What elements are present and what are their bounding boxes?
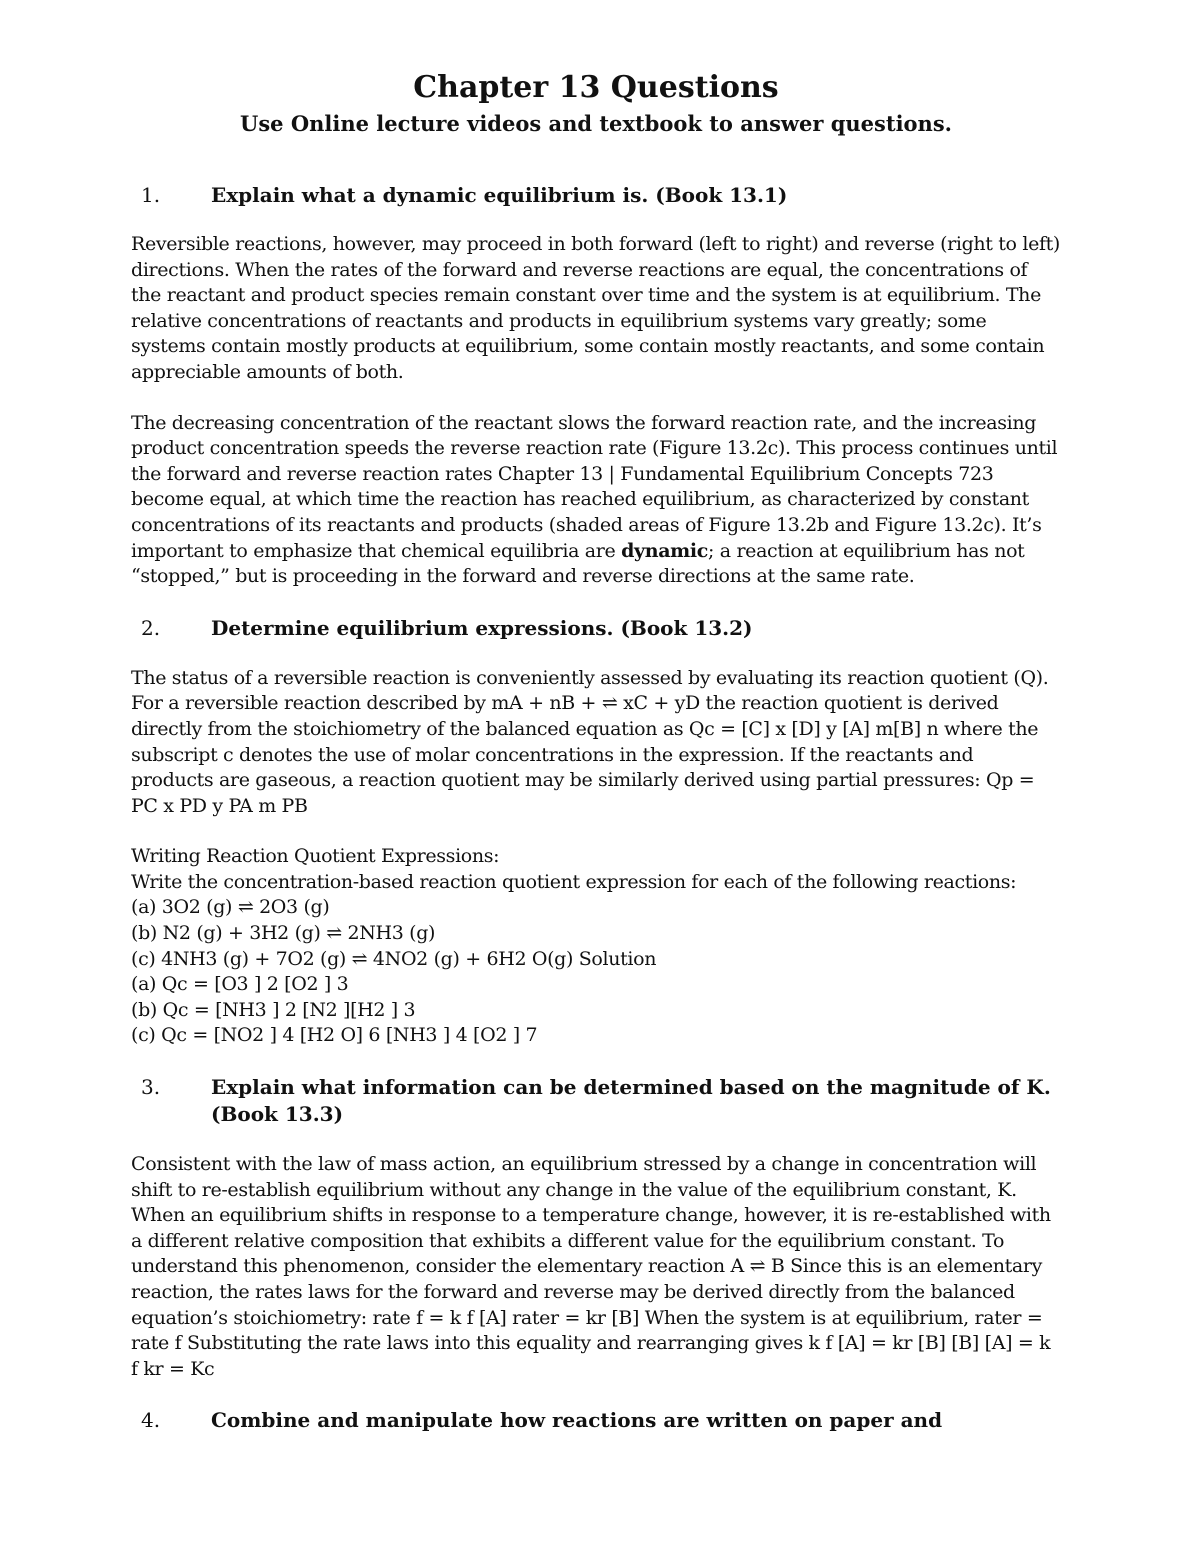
question-text: Determine equilibrium expressions. (Book 13.2) xyxy=(211,615,753,640)
page-title: Chapter 13 Questions xyxy=(413,70,779,105)
example-line: (a) 3O2 (g) ⇌ 2O3 (g) xyxy=(131,896,330,919)
answer-text: The decreasing concentration of the reactant slows the forward reaction rate, and the increasing product concentration speeds the reverse reaction rate (Figure 13.2c). This process continues until the forward and reverse reaction rates Chapter 13 | Fundamental Equilibrium Concepts 723 become equal, at which time the reaction has reached equilibrium, as characterized by constant concentrations of its reactants and products (shaded areas of Figure 13.2b and Figure 13.2c). It’s important to emphasize that chemical equilibria are xyxy=(131,411,1058,562)
example-line: (c) Qc = [NO2 ] 4 [H2 O] 6 [NH3 ] 4 [O2 ] 7 xyxy=(131,1024,538,1047)
document-page xyxy=(131,70,1061,1434)
question-4 xyxy=(131,1407,1061,1434)
example-line: (b) N2 (g) + 3H2 (g) ⇌ 2NH3 (g) xyxy=(131,922,436,945)
question-number: 3. xyxy=(141,1075,161,1100)
page-subtitle: Use Online lecture videos and textbook to answer questions. xyxy=(240,111,952,136)
answer-2-paragraph-1: The status of a reversible reaction is conveniently assessed by evaluating its reaction quotient (Q). For a reversible reaction described by mA + nB + ⇌ xC + yD the reaction quotient is derived directly from the stoichiometry of the balanced equation as Qc = [C] x [D] y [A] m[B] n where the subscript c denotes the use of molar concentrations in the expression. If the reactants and products are gaseous, a reaction quotient may be similarly derived using partial pressures: Qp = PC x PD y PA m PB xyxy=(131,666,1049,817)
question-number: 4. xyxy=(141,1408,161,1433)
question-number: 1. xyxy=(141,183,161,207)
question-text: Explain what information can be determined based on the magnitude of K. (Book 13.3) xyxy=(211,1075,1051,1127)
example-line: Write the concentration-based reaction quotient expression for each of the following reactions: xyxy=(131,870,1017,893)
answer-3-paragraph-1: Consistent with the law of mass action, an equilibrium stressed by a change in concentration will shift to re-establish equilibrium without any change in the value of the equilibrium constant, K. When an equilibrium shifts in response to a temperature change, however, it is re-established with a different relative composition that exhibits a different value for the equilibrium constant. To understand this phenomenon, consider the elementary reaction A ⇌ B Since this is an elementary reaction, the rates laws for the forward and reverse may be derived directly from the balanced equation’s stoichiometry: rate f = k f [A] rater = kr [B] When the system is at equilibrium, rater = rate f Substituting the rate laws into this equality and rearranging gives k f [A] = kr [B] [B] [A] = k f kr = Kc xyxy=(131,1153,1051,1380)
bold-term-dynamic: dynamic xyxy=(621,539,709,562)
question-number: 2. xyxy=(141,615,161,640)
question-2 xyxy=(131,615,1061,642)
answer-2-examples xyxy=(131,844,1061,1049)
answer-1-paragraph-2 xyxy=(131,411,1061,590)
question-text: Explain what a dynamic equilibrium is. (Book 13.1) xyxy=(211,183,788,207)
answer-text: ; a reaction at equilibrium has not “stopped,” but is proceeding in the forward and reverse directions at the same rate. xyxy=(131,539,1025,588)
question-text: Combine and manipulate how reactions are written on paper and xyxy=(211,1408,943,1433)
example-line: (c) 4NH3 (g) + 7O2 (g) ⇌ 4NO2 (g) + 6H2 O(g) Solution xyxy=(131,947,657,970)
example-line: Writing Reaction Quotient Expressions: xyxy=(131,845,500,868)
question-3 xyxy=(131,1074,1061,1128)
example-line: (b) Qc = [NH3 ] 2 [N2 ][H2 ] 3 xyxy=(131,998,416,1021)
question-1 xyxy=(131,182,1061,209)
example-line: (a) Qc = [O3 ] 2 [O2 ] 3 xyxy=(131,973,349,996)
answer-1-paragraph-1: Reversible reactions, however, may proceed in both forward (left to right) and reverse (right to left) directions. When the rates of the forward and reverse reactions are equal, the concentrations of the reactant and product species remain constant over time and the system is at equilibrium. The relative concentrations of reactants and products in equilibrium systems vary greatly; some systems contain mostly products at equilibrium, some contain mostly reactants, and some contain appreciable amounts of both. xyxy=(131,233,1060,383)
